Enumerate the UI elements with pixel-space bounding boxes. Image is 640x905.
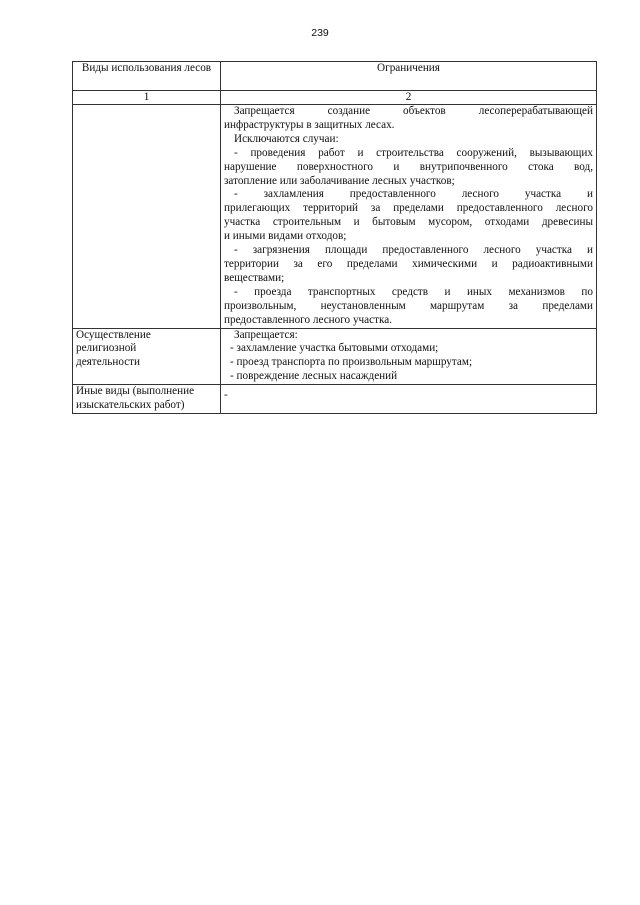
header-restrictions: Ограничения (221, 62, 597, 91)
restriction-line: - загрязнения площади предоставленного лесного участка и (234, 244, 593, 257)
restriction-line: произвольным, неустановленным маршрутам за пределами (224, 299, 593, 312)
restriction-line: веществами; (224, 271, 285, 284)
restriction-line: - проведения работ и строительства сооружений, вызывающих (234, 146, 593, 159)
forest-use-type-line: Иные виды (выполнение (76, 385, 195, 398)
forest-use-type-line: религиозной (76, 342, 137, 355)
restriction-line: нарушение поверхностного и внутрипочвенного стока вод, (224, 160, 593, 173)
table-row (73, 328, 597, 385)
forest-use-type-cell (73, 105, 221, 329)
forest-use-type-line: изыскательских работ) (76, 399, 185, 412)
restriction-cell (221, 385, 597, 414)
header-forest-use-types: Виды использования лесов (73, 62, 221, 91)
restriction-cell (221, 105, 597, 329)
restriction-line: Запрещается: (234, 328, 298, 341)
table-header-row (73, 62, 597, 91)
column-number-2: 2 (221, 91, 597, 105)
restriction-line: затопление или заболачивание лесных участков; (224, 174, 455, 187)
restriction-line: территории за его пределами химическими и радиоактивными (224, 257, 593, 270)
restriction-line: прилегающих территорий за пределами предоставленного лесного (224, 202, 593, 215)
table-row (73, 385, 597, 414)
restriction-line: и иными видами отходов; (224, 230, 347, 243)
restriction-line: - (224, 389, 228, 402)
table-row (73, 105, 597, 329)
restriction-line: - повреждение лесных насаждений (230, 370, 398, 383)
restriction-cell (221, 328, 597, 385)
restriction-line: инфраструктуры в защитных лесах. (224, 118, 395, 131)
restriction-line: участка строительным и бытовым мусором, отходами древесины (224, 216, 593, 229)
page-number: 239 (311, 27, 329, 39)
restriction-line: предоставленного лесного участка. (224, 313, 393, 326)
restriction-line: Исключаются случаи: (234, 132, 339, 145)
forest-use-type-line: Осуществление (76, 328, 151, 341)
forest-use-type-cell (73, 385, 221, 414)
column-number-1: 1 (73, 91, 221, 105)
restriction-line: Запрещается создание объектов лесоперерабатывающей (234, 105, 593, 117)
forest-use-type-line: деятельности (76, 356, 141, 369)
forest-use-type-cell (73, 328, 221, 385)
restriction-line: - захламление участка бытовыми отходами; (230, 342, 439, 355)
restriction-line: - проезда транспортных средств и иных механизмов по (234, 285, 593, 298)
column-number-row (73, 91, 597, 105)
restrictions-table (72, 61, 597, 414)
restriction-line: - захламления предоставленного лесного участка и (234, 188, 593, 201)
restriction-line: - проезд транспорта по произвольным маршрутам; (230, 356, 473, 369)
